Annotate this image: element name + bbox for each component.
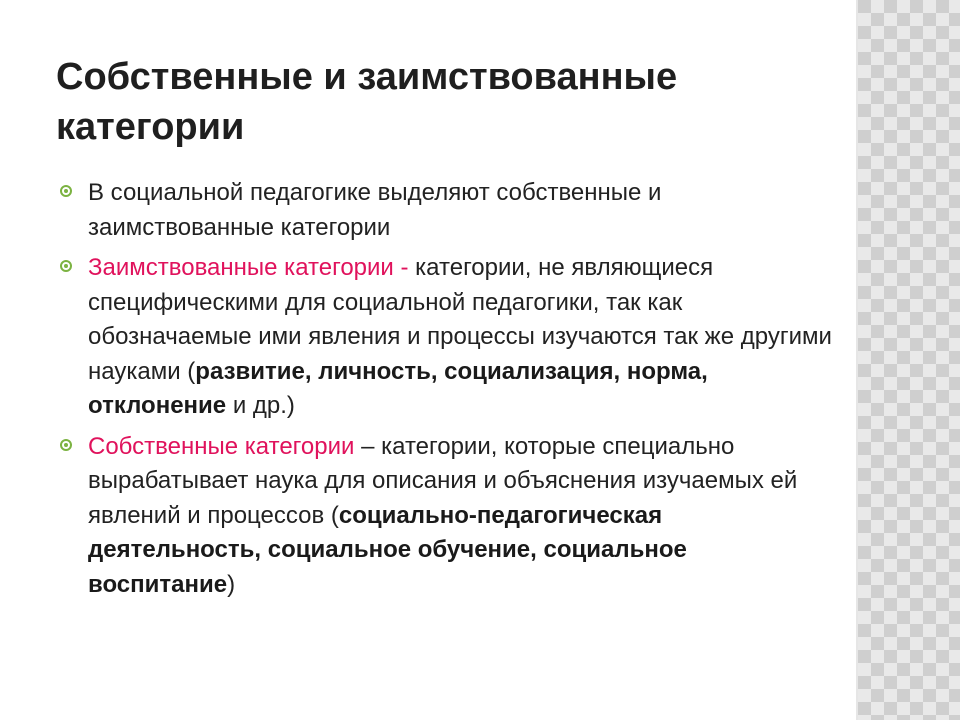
list-item [60,251,840,424]
list-item [60,430,840,603]
tail-text: ) [227,570,236,598]
definition-text: категории, не являющиеся специфическими для социальной педагогики, так как обозначаемые ими явления и процессы изучаются так же другими науками ( [88,254,832,385]
slide-title: Собственные и заимствованные категории [56,56,678,148]
term-borrowed: Заимствованные категории - [88,254,409,281]
circle-bullet-icon [60,439,72,451]
circle-bullet-icon [60,260,72,272]
circle-bullet-icon [60,185,72,197]
item-text: В социальной педагогике выделяют собственные и заимствованные категории [88,179,662,241]
term-own: Собственные категории [88,432,355,460]
decorative-side-panel [856,0,960,720]
examples-text: развитие, личность, социализация, норма, отклонение [88,357,708,419]
bullet-list [60,176,840,608]
examples-text: социально-педагогическая деятельность, социальное обучение, социальное воспитание [88,501,687,598]
tail-text: и др.) [226,392,295,419]
definition-text: – категории, которые специально вырабатывает наука для описания и объяснения изучаемых ей явлений и процессов ( [88,432,798,529]
list-item [60,176,840,245]
